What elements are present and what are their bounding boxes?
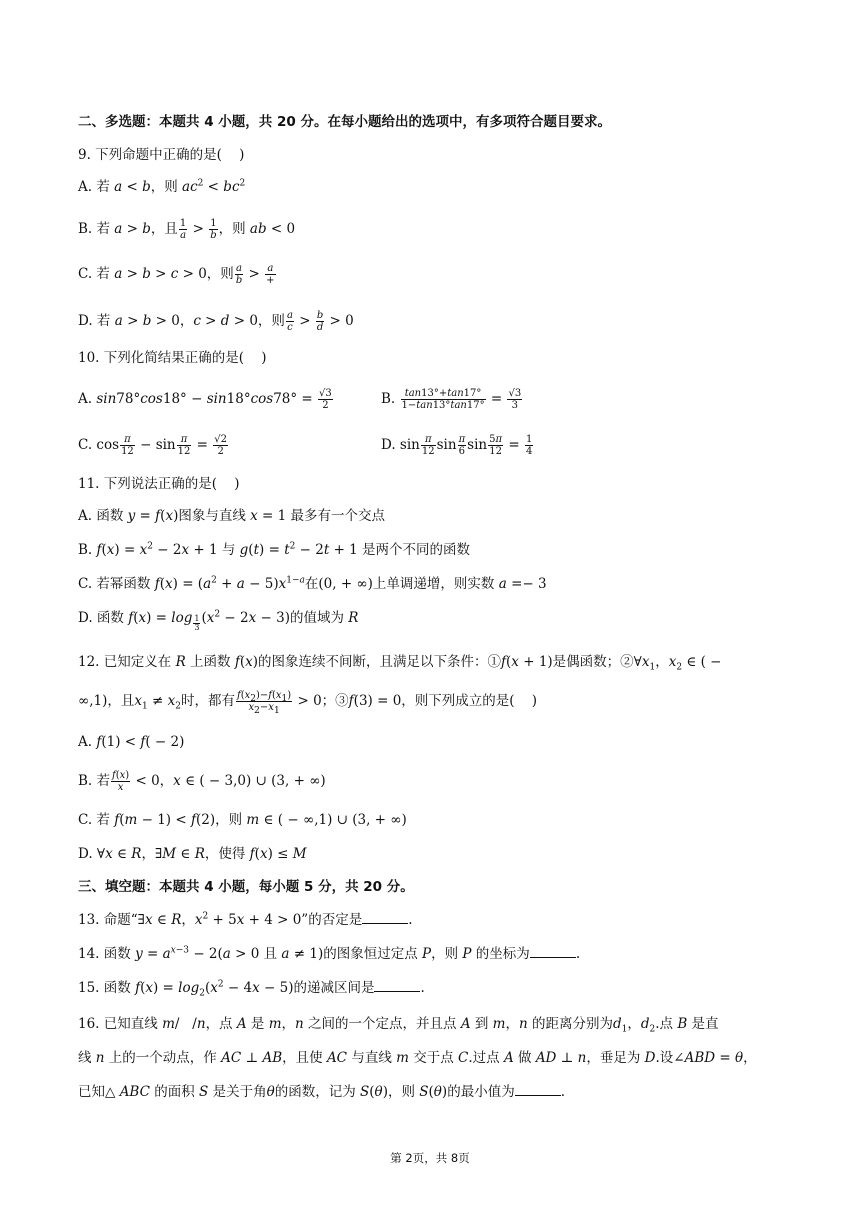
q12-option-b: B. 若 $\frac{f(x)}{x}$ < 0，x ∈ ( − 3,0) ∪ (3, + ∞)	[78, 770, 326, 793]
q12-option-a: A. f(1) < f( − 2)	[78, 734, 185, 750]
q12-option-d: D. ∀x ∈ R，∃M ∈ R，使得 f(x) ≤ M	[78, 846, 307, 862]
page-footer: 第 2页，共 8页	[390, 1151, 470, 1165]
q15: 15. 函数 $f(x) = \log_2(x^2 - 4x - 5)$的递减区间是 .	[78, 979, 425, 999]
q9-option-a: A. 若 a < b，则 $ac^2 < bc^2$	[78, 178, 246, 195]
q11-option-d: D. 函数 f(x) = log $_{\frac{1}{3}}$ $(x^2 - 2x - 3)$的值域为 R	[78, 609, 359, 632]
q11-stem: 11. 下列说法正确的是( )	[78, 476, 240, 492]
q16-line3: 已知△ ABC 的面积 S 是关于角θ的函数，记为 S(θ)，则 S(θ)的最小值为 .	[78, 1084, 565, 1100]
q12-option-c: C. 若 f(m − 1) < f(2)，则 m ∈ ( − ∞,1) ∪ (3, + ∞)	[78, 812, 407, 828]
q12-stem-line1: 12. 已知定义在 R 上函数 f(x)的图象连续不间断，且满足以下条件：①f(x + 1)是偶函数；$②\forall x_1$，$x_2$ ∈ ( −	[78, 654, 722, 673]
q11-option-b: B. $f(x) = x^2 - 2x + 1$ 与 $g(t) = t^2 - 2t + 1$ 是两个不同的函数	[78, 541, 471, 558]
q9-option-d: D. 若 a > b > 0，c > d > 0，则 $\frac{a}{c}$ > $\frac{b}{d}$ > 0	[78, 310, 354, 333]
q9-option-c: C. 若 a > b > c > 0，则 $\frac{a}{b}$ > $\frac{a}{+}$	[78, 263, 275, 286]
q9-stem: 9. 下列命题中正确的是( )	[78, 147, 245, 163]
q10-option-a: A. sin78°cos18° − sin18°cos78° = $\frac{√3}{2}$	[78, 388, 332, 411]
q9-option-b: B. 若 a > b，且 $\frac{1}{a}$ > $\frac{1}{b}$ ，则 ab < 0	[78, 218, 296, 241]
q11-option-a: A. 函数 y = f(x)图象与直线 x = 1 最多有一个交点	[78, 508, 386, 524]
q13: 13. 命题“∃x ∈ R，$x^2 + 5x + 4 > 0$”的否定是 .	[78, 911, 413, 928]
section-heading-multiple-choice: 二、多选题：本题共 4 小题，共 20 分。在每小题给出的选项中，有多项符合题目要求。	[78, 114, 611, 130]
section-heading-fill-in: 三、填空题：本题共 4 小题，每小题 5 分，共 20 分。	[78, 879, 414, 895]
q10-option-b: B. $\frac{\tan 13^\circ+\tan 17^\circ}{1-\tan 13^\circ\tan 17^\circ}$ = $\frac{√3}{3}$	[381, 388, 522, 411]
q12-stem-line2: ∞,1)，且$x_1 \ne x_2$时，都有 $\frac{f(x_2)-f(x_1)}{x_2-x_1}$ > 0；③f(3) = 0，则下列成立的是( )	[78, 690, 537, 716]
q11-option-c: C. 若幂函数 $f(x) = (a^2 + a - 5)x^{1-a}$在(0, + ∞)上单调递增，则实数 a =− 3	[78, 575, 547, 592]
q16-line1: 16. 已知直线 m/ /n，点 A 是 m，n 之间的一个定点，并且点 A 到 m，n 的距离分别为$d_1$，$d_2$.点 B 是直	[78, 1016, 719, 1035]
q14: 14. 函数 $y = a^{x-3} - 2(a > 0$ 且 a ≠ 1)的图象恒过定点 P，则 P 的坐标为 .	[78, 945, 581, 962]
q16-line2: 线 n 上的一个动点，作 AC ⊥ AB，且使 AC 与直线 m 交于点 C.过点 A 做 AD ⊥ n，垂足为 D.设∠ABD = θ，	[78, 1050, 757, 1066]
q10-stem: 10. 下列化简结果正确的是( )	[78, 350, 267, 366]
q10-option-c: C. cos $\frac{\pi}{12}$ − sin $\frac{\pi}{12}$ = $\frac{√2}{2}$	[78, 434, 228, 457]
q10-option-d: D. sin $\frac{\pi}{12}$ sin $\frac{\pi}{6}$ sin $\frac{5\pi}{12}$ = $\frac{1}{4}$	[381, 434, 533, 457]
